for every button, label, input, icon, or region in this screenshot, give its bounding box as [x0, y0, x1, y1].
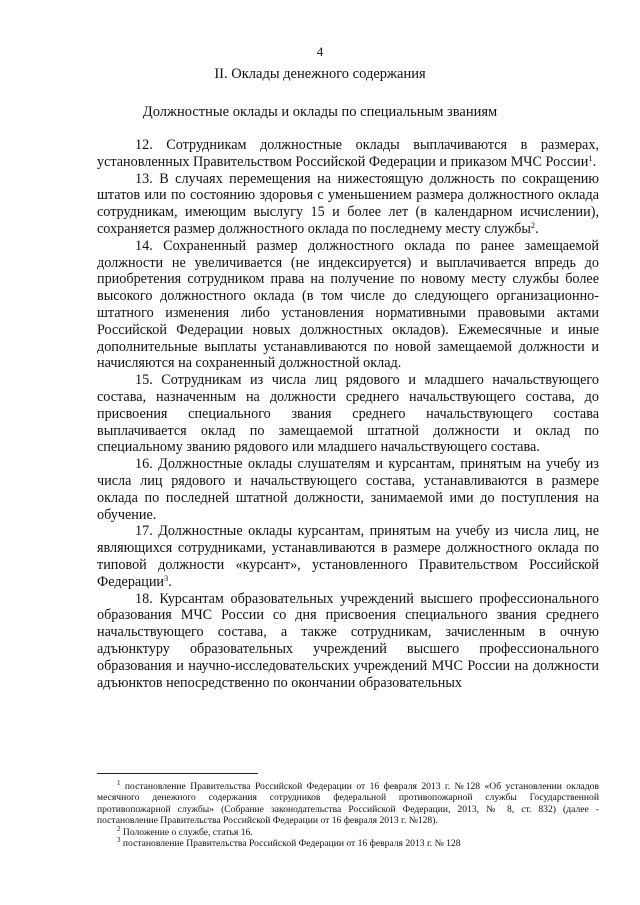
footnote-1: [97, 781, 599, 827]
paragraph-18: 18. Курсантам образовательных учреждений высшего профессионального образования МЧС России со дня присвоения специального звания среднего начальствующего состава, а также сотрудникам, зачисленным в очную адъюнктуру образовательных учреждений высшего профессионального образования и научно-исследовательских учреждений МЧС России на должности адъюнктов непосредственно по окончании образовательных: [97, 590, 599, 691]
footnote-2: [97, 824, 599, 838]
footnote-text: Положение о службе, статья 16.: [120, 826, 253, 838]
paragraph-text: 13. В случаях перемещения на нижестоящую должность по сокращению штатов или по состоянию здоровья с уменьшением размера должностного оклада сотрудникам, имеющим выслугу 15 и более лет (в календарном исчислении), сохраняется размер должностного оклада по последнему месту службы: [97, 170, 599, 237]
footnotes: [97, 781, 599, 849]
paragraph-text: 12. Сотрудникам должностные оклады выплачиваются в размерах, установленных Правительством Российской Федерации и приказом МЧС России: [97, 137, 599, 170]
paragraph-tail: .: [168, 573, 172, 590]
paragraph-16: 16. Должностные оклады слушателям и курсантам, принятым на учебу из числа лиц рядового и начальствующего состава, устанавливаются в размере оклада по последней штатной должности, занимаемой ими до поступления на обучение.: [97, 456, 599, 523]
section-title: II. Оклады денежного содержания: [214, 66, 426, 82]
paragraph-15: 15. Сотрудникам из числа лиц рядового и младшего начальствующего состава, назначенным на должности среднего начальствующего состава, до присвоения специального звания среднего начальствующего состава выплачивается оклад по замещаемой штатной должности и оклад по специальному званию рядового или младшего начальствующего состава.: [97, 372, 599, 456]
paragraph-13: [97, 171, 599, 238]
paragraph-tail: .: [592, 153, 597, 170]
footnote-ref: 2: [530, 219, 536, 230]
paragraph-12: [97, 137, 599, 171]
page-number: 4: [316, 44, 324, 59]
footnote-mark: 1: [117, 779, 121, 787]
footnote-mark: 2: [117, 824, 121, 833]
footnote-divider: [97, 773, 258, 774]
paragraph-17: [97, 523, 599, 590]
document-body: [97, 137, 599, 691]
footnote-text: постановление Правительства Российской Федерации от 16 февраля 2013 г. №128 «Об установлении окладов месячного денежного содержания сотрудников федеральной противопожарной службы Государственной противопожарной службы» (Собрание законодательства Российской Федерации, 2013, № 8, ст. 832) (далее - постановление Правительства Российской Федерации от 16 февраля 2013 г. №128).: [97, 781, 599, 827]
footnote-ref: 3: [164, 572, 169, 583]
footnote-3: [97, 838, 599, 849]
footnote-ref: 1: [588, 152, 593, 163]
footnote-text: постановление Правительства Российской Федерации от 16 февраля 2013 г. № 128: [120, 838, 461, 850]
paragraph-tail: .: [535, 220, 539, 237]
paragraph-text: 17. Должностные оклады курсантам, принятым на учебу из числа лиц, не являющихся сотрудниками, устанавливаются в размере должностного оклада по типовой должности «курсант», установленного Правительством Российской Федерации: [97, 523, 599, 590]
paragraph-14: 14. Сохраненный размер должностного оклада по ранее замещаемой должности не увеличивается (не индексируется) и выплачивается впредь до приобретения сотрудником права на получение по новому месту службы более высокого должностного оклада (в том числе до следующего организационно-штатного изменения либо установления нормативными правовыми актами Российской Федерации новых должностных окладов). Ежемесячные и иные дополнительные выплаты устанавливаются по новой замещаемой должности и начисляются на сохраненный должностной оклад.: [97, 237, 599, 372]
subsection-title: Должностные оклады и оклады по специальным званиям: [142, 104, 498, 120]
footnote-mark: 3: [117, 836, 121, 845]
